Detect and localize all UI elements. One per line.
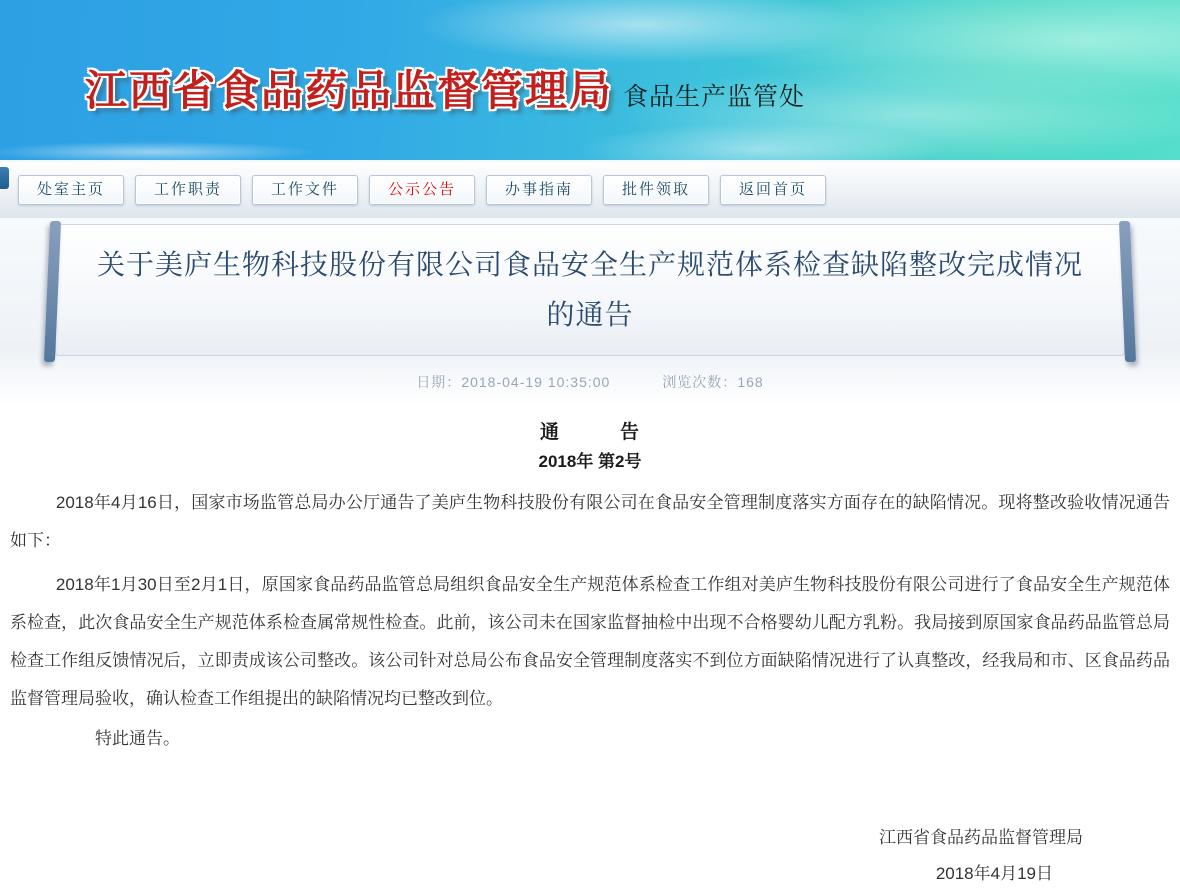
panel-right-edge-decoration: [1119, 221, 1136, 362]
site-logo-title: 江西省食品药品监督管理局: [85, 67, 614, 114]
nav-item-office-home[interactable]: 处室主页: [18, 175, 124, 205]
signature-authority: 江西省食品药品监督管理局: [879, 828, 1083, 847]
site-banner: [0, 0, 1180, 162]
department-name: 食品生产监管处: [623, 83, 806, 111]
notice-paragraph: 2018年4月16日，国家市场监管总局办公厅通告了美庐生物科技股份有限公司在食品安全管理制度落实方面存在的缺陷情况。现将整改验收情况通告如下：: [10, 493, 1170, 550]
views-value: 168: [737, 374, 764, 390]
nav-item-service-guide[interactable]: 办事指南: [486, 175, 592, 205]
document-number: 2018年 第2号: [538, 452, 642, 471]
main-navigation: [0, 162, 1180, 218]
page-title: 关于美庐生物科技股份有限公司食品安全生产规范体系检查缺陷整改完成情况的通告: [96, 249, 1083, 330]
notice-title-panel: [55, 224, 1125, 356]
nav-item-work-documents[interactable]: 工作文件: [252, 175, 358, 205]
notice-closing-line: 特此通告。: [95, 729, 180, 748]
nav-left-ribbon-decoration: [0, 167, 9, 189]
notice-meta-row: [0, 372, 1180, 392]
document-heading: 通 告: [539, 422, 640, 443]
nav-item-approval-pickup[interactable]: 批件领取: [603, 175, 709, 205]
notice-article: [0, 420, 1180, 892]
nav-item-back-to-homepage[interactable]: 返回首页: [720, 175, 826, 205]
nav-item-public-announcements[interactable]: 公示公告: [369, 175, 475, 205]
date-label: 日期：: [416, 374, 462, 390]
date-value: 2018-04-19 10:35:00: [461, 374, 611, 390]
views-label: 浏览次数：: [662, 374, 738, 390]
signature-block: [10, 820, 1170, 892]
notice-header-zone: [0, 218, 1180, 406]
nav-item-duties[interactable]: 工作职责: [135, 175, 241, 205]
panel-left-edge-decoration: [44, 221, 61, 362]
signature-date: 2018年4月19日: [935, 864, 1053, 883]
notice-paragraph: 2018年1月30日至2月1日，原国家食品药品监管总局组织食品安全生产规范体系检查工作组对美庐生物科技股份有限公司进行了食品安全生产规范体系检查，此次食品安全生产规范体系检查属常规性检查。此前，该公司未在国家监督抽检中出现不合格婴幼儿配方乳粉。我局接到原国家食品药品监管总局检查工作组反馈情况后，立即责成该公司整改。该公司针对总局公布食品安全管理制度落实不到位方面缺陷情况进行了认真整改，经我局和市、区食品药品监督管理局验收，确认检查工作组提出的缺陷情况均已整改到位。: [10, 575, 1170, 708]
